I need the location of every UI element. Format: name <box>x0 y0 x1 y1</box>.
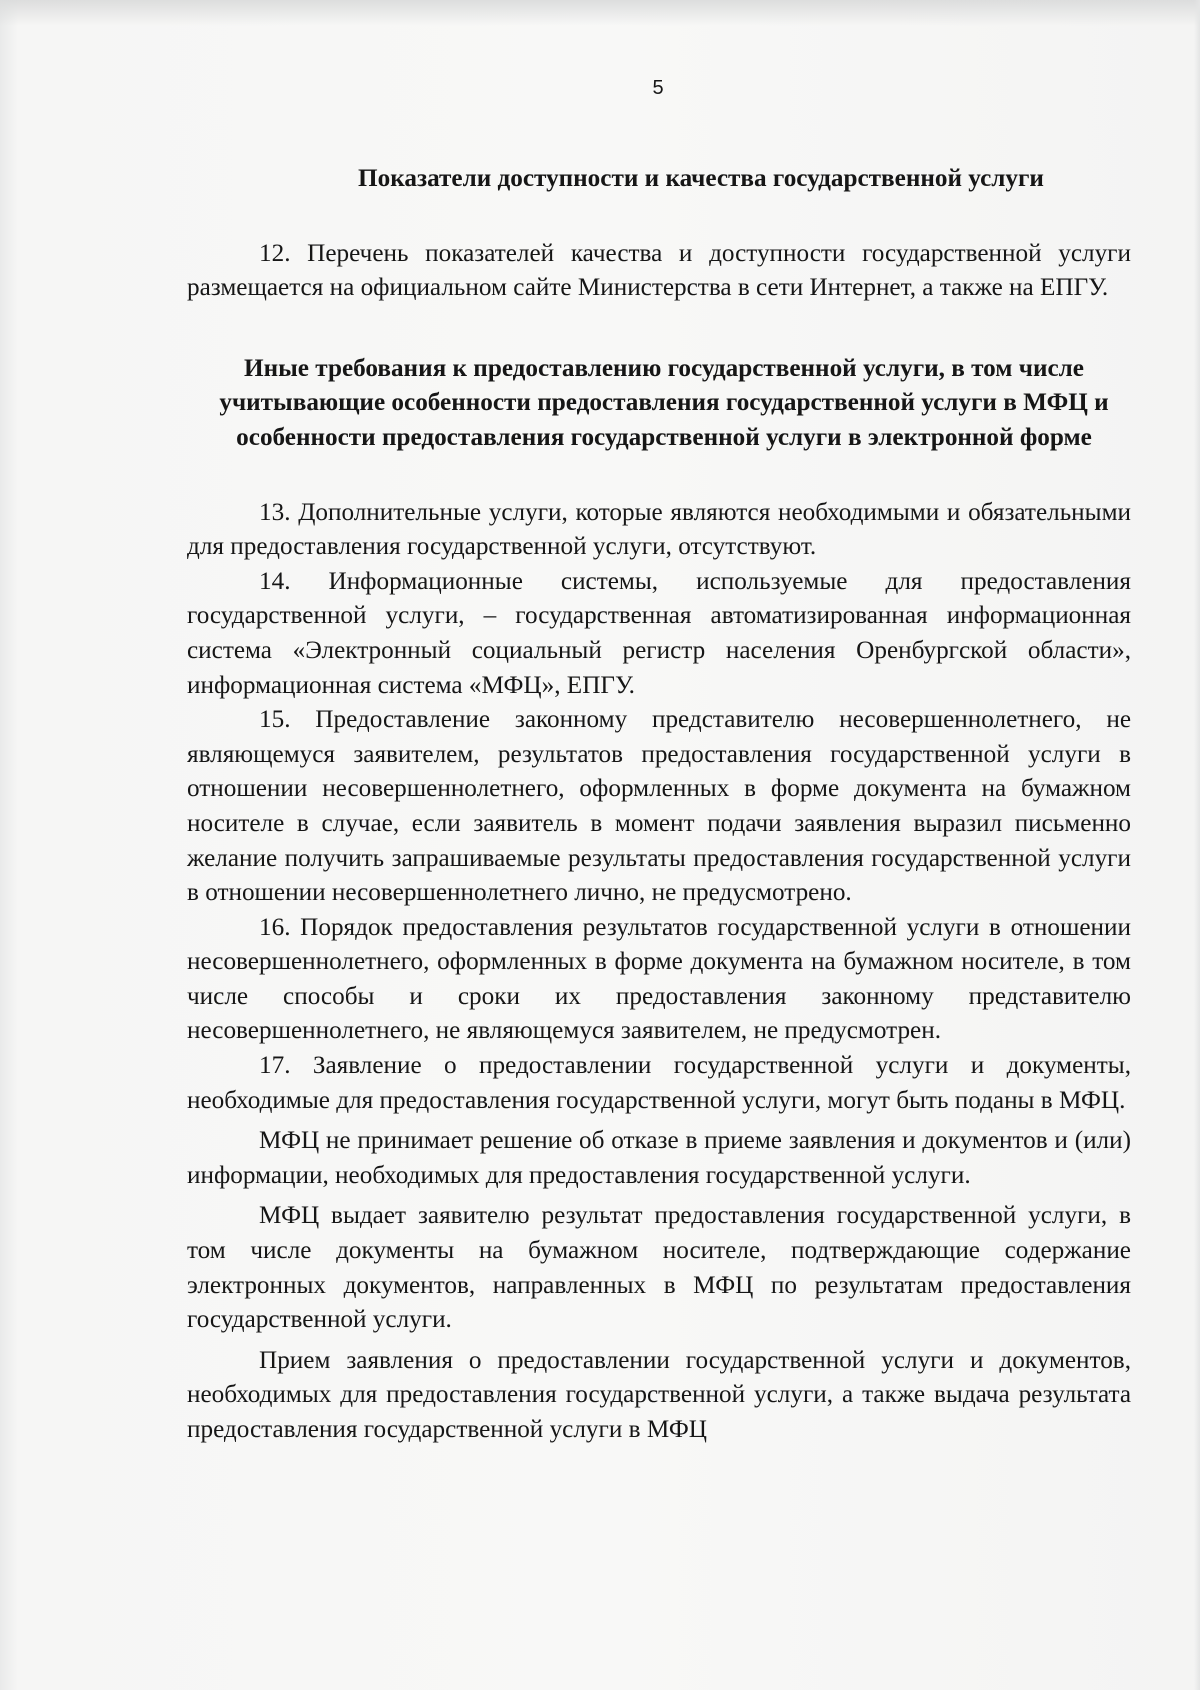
paragraph-mfc-issues-result: МФЦ выдает заявителю результат предоставления государственной услуги, в том числе документы на бумажном носителе, подтверждающие содержание электронных документов, направленных в МФЦ по результатам предоставления государственной услуги. <box>187 1202 1131 1334</box>
scan-shadow-top <box>0 0 1200 26</box>
paragraph-13: 13. Дополнительные услуги, которые являются необходимыми и обязательными для предоставления государственной услуги, отсутствуют. <box>187 498 1131 561</box>
scan-shadow-right <box>1194 0 1200 1690</box>
paragraph-mfc-no-refusal: МФЦ не принимает решение об отказе в приеме заявления и документов и (или) информации, необходимых для предоставления государственной услуги. <box>187 1127 1131 1189</box>
paragraph-14: 14. Информационные системы, используемые для предоставления государственной услуги, – государственная автоматизированная информационная система «Электронный социальный регистр населения Оренбургской области», информационная система «МФЦ», ЕПГУ. <box>187 567 1131 699</box>
paragraph-15: 15. Предоставление законному представителю несовершеннолетнего, не являющемуся заявителем, результатов предоставления государственной услуги в отношении несовершеннолетнего, оформленных в форме документа на бумажном носителе в случае, если заявитель в момент подачи заявления выразил письменно желание получить запрашиваемые результаты предоставления государственной услуги в отношении несовершеннолетнего лично, не предусмотрено. <box>187 706 1131 907</box>
document-body <box>187 162 1131 1448</box>
paragraph-16: 16. Порядок предоставления результатов государственной услуги в отношении несовершеннолетнего, оформленных в форме документа на бумажном носителе, в том числе способы и сроки их предоставления законному представителю несовершеннолетнего, не являющемуся заявителем, не предусмотрен. <box>187 913 1131 1045</box>
paragraph-mfc-reception: Прием заявления о предоставлении государственной услуги и документов, необходимых для предоставления государственной услуги, а также выдача результата предоставления государственной услуги в МФЦ <box>187 1346 1131 1443</box>
paragraph-17: 17. Заявление о предоставлении государственной услуги и документы, необходимые для предоставления государственной услуги, могут быть поданы в МФЦ. <box>187 1052 1131 1114</box>
section-heading-quality: Показатели доступности и качества государственной услуги <box>358 165 1044 192</box>
page-number: 5 <box>652 77 664 99</box>
section-heading-other-requirements: Иные требования к предоставлению государственной услуги, в том числе учитывающие особенности предоставления государственной услуги в МФЦ и особенности предоставления государственной услуги в электронной форме <box>219 354 1109 451</box>
paragraph-12: 12. Перечень показателей качества и доступности государственной услуги размещается на официальном сайте Министерства в сети Интернет, а также на ЕПГУ. <box>187 239 1131 302</box>
